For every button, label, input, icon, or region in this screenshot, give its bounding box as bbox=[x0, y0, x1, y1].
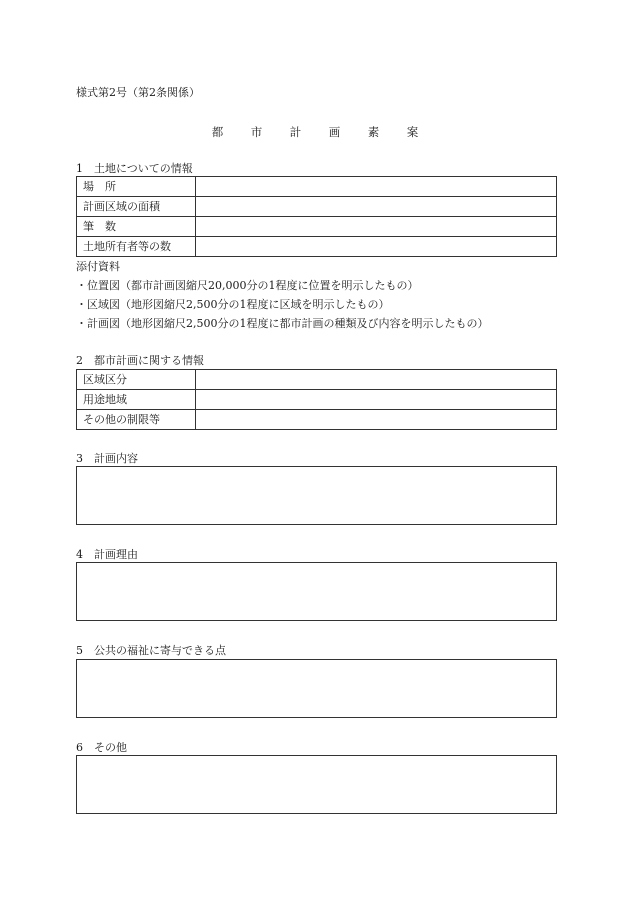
form-number-label: 様式第2号（第2条関係） bbox=[76, 86, 200, 99]
location-field[interactable] bbox=[196, 177, 557, 197]
row-label-other-restrictions: その他の制限等 bbox=[77, 410, 196, 430]
attachment-item: ・位置図（都市計画図縮尺20,000分の1程度に位置を明示したもの） bbox=[76, 279, 419, 292]
table-row bbox=[77, 177, 557, 197]
row-label-area: 計画区域の面積 bbox=[77, 197, 196, 217]
title-char: 計 bbox=[289, 125, 302, 139]
section-6-heading: 6 その他 bbox=[76, 741, 127, 754]
section-4-heading: 4 計画理由 bbox=[76, 548, 138, 561]
table-row bbox=[77, 217, 557, 237]
title-char: 都 bbox=[211, 125, 224, 139]
attachments-heading: 添付資料 bbox=[76, 260, 120, 273]
area-field[interactable] bbox=[196, 197, 557, 217]
parcels-field[interactable] bbox=[196, 217, 557, 237]
title-char: 案 bbox=[406, 125, 419, 139]
plan-reason-box[interactable] bbox=[76, 562, 557, 621]
public-welfare-box[interactable] bbox=[76, 659, 557, 718]
city-plan-info-table bbox=[76, 369, 557, 430]
table-row bbox=[77, 237, 557, 257]
section-1-heading: 1 土地についての情報 bbox=[76, 162, 193, 175]
other-restrictions-field[interactable] bbox=[196, 410, 557, 430]
section-2-heading: 2 都市計画に関する情報 bbox=[76, 354, 204, 367]
table-row bbox=[77, 410, 557, 430]
row-label-land-use-zone: 用途地域 bbox=[77, 390, 196, 410]
attachment-item: ・計画図（地形図縮尺2,500分の1程度に都市計画の種類及び内容を明示したもの） bbox=[76, 317, 489, 330]
section-3-heading: 3 計画内容 bbox=[76, 452, 138, 465]
owners-field[interactable] bbox=[196, 237, 557, 257]
land-info-table bbox=[76, 176, 557, 257]
title-char: 画 bbox=[328, 125, 341, 139]
plan-content-box[interactable] bbox=[76, 466, 557, 525]
row-label-parcels: 筆 数 bbox=[77, 217, 196, 237]
row-label-area-division: 区域区分 bbox=[77, 370, 196, 390]
section-5-heading: 5 公共の福祉に寄与できる点 bbox=[76, 644, 226, 657]
title-char: 市 bbox=[250, 125, 263, 139]
document-title bbox=[0, 124, 630, 140]
table-row bbox=[77, 197, 557, 217]
row-label-location: 場 所 bbox=[77, 177, 196, 197]
table-row bbox=[77, 370, 557, 390]
table-row bbox=[77, 390, 557, 410]
row-label-owners: 土地所有者等の数 bbox=[77, 237, 196, 257]
area-division-field[interactable] bbox=[196, 370, 557, 390]
other-box[interactable] bbox=[76, 755, 557, 814]
title-char: 素 bbox=[367, 125, 380, 139]
attachment-item: ・区域図（地形図縮尺2,500分の1程度に区域を明示したもの） bbox=[76, 298, 390, 311]
land-use-zone-field[interactable] bbox=[196, 390, 557, 410]
